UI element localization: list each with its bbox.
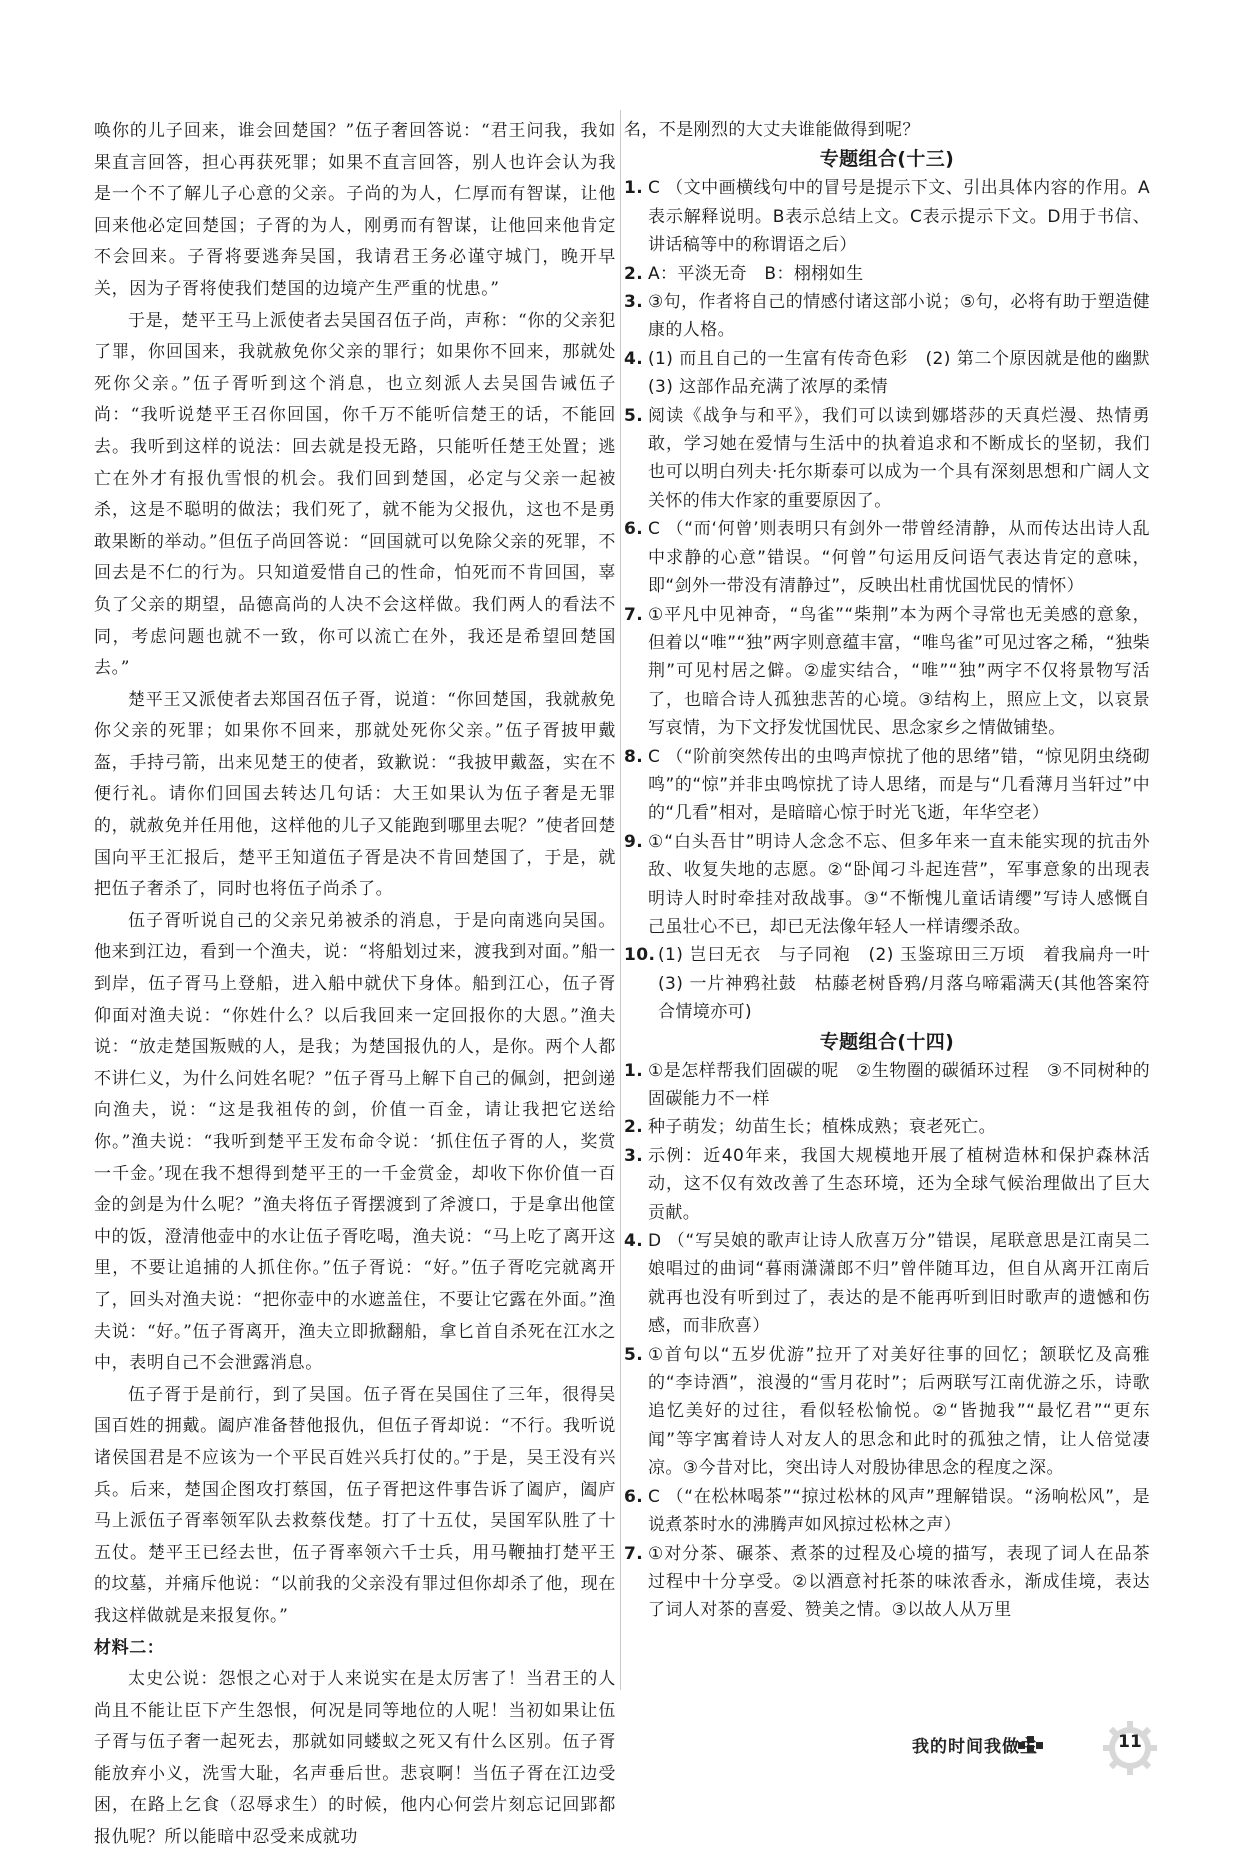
answer-number: 5. [624, 1344, 644, 1365]
answer-text: C （文中画横线句中的冒号是提示下文、引出具体内容的作用。A表示解释说明。B表示总结上文。C表示提示下文。D用于书信、讲话稿等中的称谓语之后） [648, 178, 1150, 256]
section-title-13: 专题组合(十三) [819, 148, 955, 171]
answer-number: 3. [624, 1145, 644, 1166]
paragraph: 于是，楚平王马上派使者去吴国召伍子尚，声称：“你的父亲犯了罪，你回国来，我就赦免你父亲的罪行；如果你不回来，那就处死你父亲。”伍子胥听到这个消息，也立刻派人去吴国告诫伍子尚：“我听说楚平王召你回国，你千万不能听信楚王的话，不能回去。我听到这样的说法：回去就是投无路，只能听任楚王处置；逃亡在外才有报仇雪恨的机会。我们回到楚国，必定与父亲一起被杀，这是不聪明的做法；我们死了，就不能为父报仇，这也不是勇敢果断的举动。”但伍子尚回答说：“回国就可以免除父亲的死罪，不回去是不仁的行为。只知道爱惜自己的性命，怕死而不肯回国，辜负了父亲的期望，品德高尚的人决不会这样做。我们两人的看法不同，考虑问题也就不一致，你可以流亡在外，我还是希望回楚国去。” [94, 310, 616, 679]
answer-text: C （“而‘何曾’则表明只有剑外一带曾经清静，从而传达出诗人乱中求静的心意”错误。“何曾”句运用反问语气表达肯定的意味，即“剑外一带没有清静过”，反映出杜甫忧国忧民的情怀） [648, 519, 1150, 597]
answer-text: 阅读《战争与和平》，我们可以读到娜塔莎的天真烂漫、热情勇敢，学习她在爱情与生活中的执着追求和不断成长的坚韧，我们也可以明白列夫·托尔斯泰可以成为一个具有深刻思想和广阔人文关怀的伟大作家的重要原因了。 [648, 405, 1150, 511]
answer-item [624, 1142, 1150, 1227]
answer-item [624, 288, 1150, 345]
answer-number: 8. [624, 746, 644, 767]
answer-text: ①是怎样帮我们固碳的呢 ②生物圈的碳循环过程 ③不同树种的固碳能力不一样 [648, 1060, 1150, 1109]
answer-item [624, 601, 1150, 743]
paragraph: 太史公说：怨恨之心对于人来说实在是太厉害了！当君王的人尚且不能让臣下产生怨恨，何况是同等地位的人呢！当初如果让伍子胥与伍子奢一起死去，那就如同蝼蚁之死又有什么区别。伍子胥能放弃小义，洗雪大耻，名声垂后世。悲哀啊！当伍子胥在江边受困，在路上乞食（忍辱求生）的时候，他内心何尝片刻忘记回郢都报仇呢？所以能暗中忍受来成就功 [94, 1669, 616, 1848]
answer-number: 4. [624, 1231, 644, 1252]
answer-number: 1. [624, 1060, 644, 1081]
answer-text: D （“写吴娘的歌声让诗人欣喜万分”错误，尾联意思是江南吴二娘唱过的曲词“暮雨潇潇郎不归”曾伴随耳边，但自从离开江南后就再也没有听到过了，表达的是不能再听到旧时歌声的遗憾和伤感，而非欣喜） [648, 1231, 1150, 1337]
answer-item [624, 1540, 1150, 1625]
answer-number: 2. [624, 1117, 644, 1138]
answer-number: 1. [624, 178, 644, 199]
answer-text: (1) 而且自己的一生富有传奇色彩 (2) 第二个原因就是他的幽默 (3) 这部作品充满了浓厚的柔情 [648, 348, 1168, 398]
answer-item [624, 743, 1150, 828]
answer-item [624, 1483, 1150, 1540]
answer-text: ①对分茶、碾茶、煮茶的过程及心境的描写，表现了词人在品茶过程中十分享受。②以酒意衬托茶的味浓香永，渐成佳境，表达了词人对茶的喜爱、赞美之情。③以故人从万里 [648, 1543, 1150, 1621]
answer-text: A：平淡无奇 B：栩栩如生 [648, 263, 864, 284]
answer-number: 6. [624, 1486, 644, 1507]
answer-item [624, 1341, 1150, 1483]
answer-list-14 [624, 1057, 1150, 1625]
answer-text: (1) 岂曰无衣 与子同袍 (2) 玉鉴琼田三万顷 着我扁舟一叶 (3) 一片神鸦社鼓 枯藤老树昏鸦/月落乌啼霜满天(其他答案符合情境亦可) [658, 945, 1168, 1023]
answer-number: 3. [624, 292, 644, 313]
answer-item [624, 1057, 1150, 1114]
answer-item [624, 1113, 1150, 1141]
answer-item [624, 345, 1168, 402]
footer-slogan: 我的时间我做主 [912, 1737, 1038, 1757]
left-column [94, 116, 616, 1854]
right-column [624, 116, 1168, 1625]
answer-text: ③句，作者将自己的情感付诸这部小说；⑤句，必将有助于塑造健康的人格。 [648, 292, 1150, 341]
answer-text: ①首句以“五岁优游”拉开了对美好往事的回忆；颔联忆及高雅的“李诗酒”，浪漫的“雪月花时”；后两联写江南优游之乐，诗歌追忆美好的过往，看似轻松愉悦。②“皆抛我”“最忆君”“更东闻”等字寓着诗人对友人的思念和此时的孤独之情，让人倍觉凄凉。③今昔对比，突出诗人对殷协律思念的程度之深。 [648, 1344, 1150, 1479]
answer-number: 7. [624, 1543, 644, 1564]
answer-text: 种子萌发；幼苗生长；植株成熟；衰老死亡。 [648, 1117, 996, 1138]
paragraph: 楚平王又派使者去郑国召伍子胥，说道：“你回楚国，我就赦免你父亲的死罪；如果你不回来，那就处死你父亲。”伍子胥披甲戴盔，手持弓箭，出来见楚王的使者，致歉说：“我披甲戴盔，实在不便行礼。请你们回国去转达几句话：大王如果认为伍子奢是无罪的，就赦免并任用他，这样他的儿子又能跑到哪里去呢？”使者回楚国向平王汇报后，楚平王知道伍子胥是决不肯回楚国了，于是，就把伍子奢杀了，同时也将伍子尚杀了。 [94, 689, 616, 900]
answer-text: C （“在松林喝茶”“掠过松林的风声”理解错误。“汤响松风”，是说煮茶时水的沸腾声如风掠过松林之声） [648, 1486, 1150, 1536]
answer-number: 4. [624, 348, 644, 369]
paragraph: 伍子胥于是前行，到了吴国。伍子胥在吴国住了三年，很得吴国百姓的拥戴。阖庐准备替他报仇，但伍子胥却说：“不行。我听说诸侯国君是不应该为一个平民百姓兴兵打仗的。”于是，吴王没有兴兵。后来，楚国企图攻打蔡国，伍子胥把这件事告诉了阖庐，阖庐马上派伍子胥率领军队去救蔡伐楚。打了十五仗，吴国军队胜了十五仗。楚平王已经去世，伍子胥率领六千士兵，用马鞭抽打楚平王的坟墓，并痛斥他说：“以前我的父亲没有罪过但你却杀了他，现在我这样做就是来报复你。” [94, 1384, 616, 1626]
answer-number: 9. [624, 831, 644, 852]
answer-item [624, 1227, 1150, 1341]
answer-item [624, 515, 1150, 600]
page-number: 11 [1118, 1732, 1142, 1752]
answer-item [624, 941, 1168, 1026]
answer-number: 6. [624, 519, 644, 540]
answer-item [624, 260, 1150, 288]
answer-number: 5. [624, 405, 644, 426]
answer-item [624, 402, 1150, 516]
answer-text: C （“阶前突然传出的虫鸣声惊扰了他的思绪”错，“惊见阴虫绕砌鸣”的“惊”并非虫鸣惊扰了诗人思绪，而是与“几看薄月当轩过”中的“几看”相对，是暗暗心惊于时光飞逝，年华空老） [648, 746, 1150, 824]
paragraph: 伍子胥听说自己的父亲兄弟被杀的消息，于是向南逃向吴国。他来到江边，看到一个渔夫，说：“将船划过来，渡我到对面。”船一到岸，伍子胥马上登船，进入船中就伏下身体。船到江心，伍子胥仰面对渔夫说：“你姓什么？以后我回来一定回报你的大恩。”渔夫说：“放走楚国叛贼的人，是我；为楚国报仇的人，是你。两个人都不讲仁义，为什么问姓名呢？”伍子胥马上解下自己的佩剑，把剑递向渔夫，说：“这是我祖传的剑，价值一百金，请让我把它送给你。”渔夫说：“我听到楚平王发布命令说：‘抓住伍子胥的人，奖赏一千金。’现在我不想得到楚平王的一千金赏金，却收下你价值一百金的剑是为什么呢？”渔夫将伍子胥摆渡到了斧渡口，于是拿出他筐中的饭，澄清他壶中的水让伍子胥吃喝，渔夫说：“马上吃了离开这里，不要让追捕的人抓住你。”伍子胥说：“好。”伍子胥吃完就离开了，回头对渔夫说：“把你壶中的水遮盖住，不要让它露在外面。”渔夫说：“好。”伍子胥离开，渔夫立即掀翻船，拿匕首自杀死在江水之中，表明自己不会泄露消息。 [94, 910, 616, 1374]
paragraph: 唤你的儿子回来，谁会回楚国？”伍子奢回答说：“君王问我，我如果直言回答，担心再获死罪；如果不直言回答，别人也许会认为我是一个不了解儿子心意的父亲。子尚的为人，仁厚而有智谋，让他回来他必定回楚国；子胥的为人，刚勇而有智谋，让他回来他肯定不会回来。子胥将要逃奔吴国，我请君王务必谨守城门，晚开早关，因为子胥将使我们楚国的边境产生严重的忧患。” [94, 121, 616, 299]
answer-text: 示例：近40年来，我国大规模地开展了植树造林和保护森林活动，这不仅有效改善了生态环境，还为全球气候治理做出了巨大贡献。 [648, 1145, 1150, 1223]
continuation-text: 名，不是刚烈的大丈夫谁能做得到呢？ [624, 120, 920, 140]
answer-text: ①平凡中见神奇，“鸟雀”“柴荆”本为两个寻常也无美感的意象，但着以“唯”“独”两字则意蕴丰富，“唯鸟雀”可见过客之稀，“独柴荆”可见村居之僻。②虚实结合，“唯”“独”两字不仅将景物写活了，也暗合诗人孤独悲苦的心境。③结构上，照应上文，以哀景写哀情，为下文抒发忧国忧民、思念家乡之情做铺垫。 [648, 604, 1150, 739]
answer-list-13 [624, 174, 1168, 1026]
answer-text: ①“白头吾甘”明诗人念念不忘、但多年来一直未能实现的抗击外敌、收复失地的志愿。②“卧闻刁斗起连营”，军事意象的出现表明诗人时时牵挂对敌战事。③“不惭愧儿童话请缨”写诗人感慨自己虽壮心不已，却已无法像年轻人一样请缨杀敌。 [648, 831, 1150, 937]
answer-item [624, 174, 1150, 259]
answer-item [624, 828, 1150, 942]
answer-number: 7. [624, 604, 644, 625]
column-divider [620, 110, 621, 1690]
section-title-14: 专题组合(十四) [819, 1030, 955, 1053]
answer-number: 2. [624, 263, 644, 284]
answer-number: 10. [624, 945, 656, 966]
material-two-label: 材料二： [94, 1637, 165, 1658]
